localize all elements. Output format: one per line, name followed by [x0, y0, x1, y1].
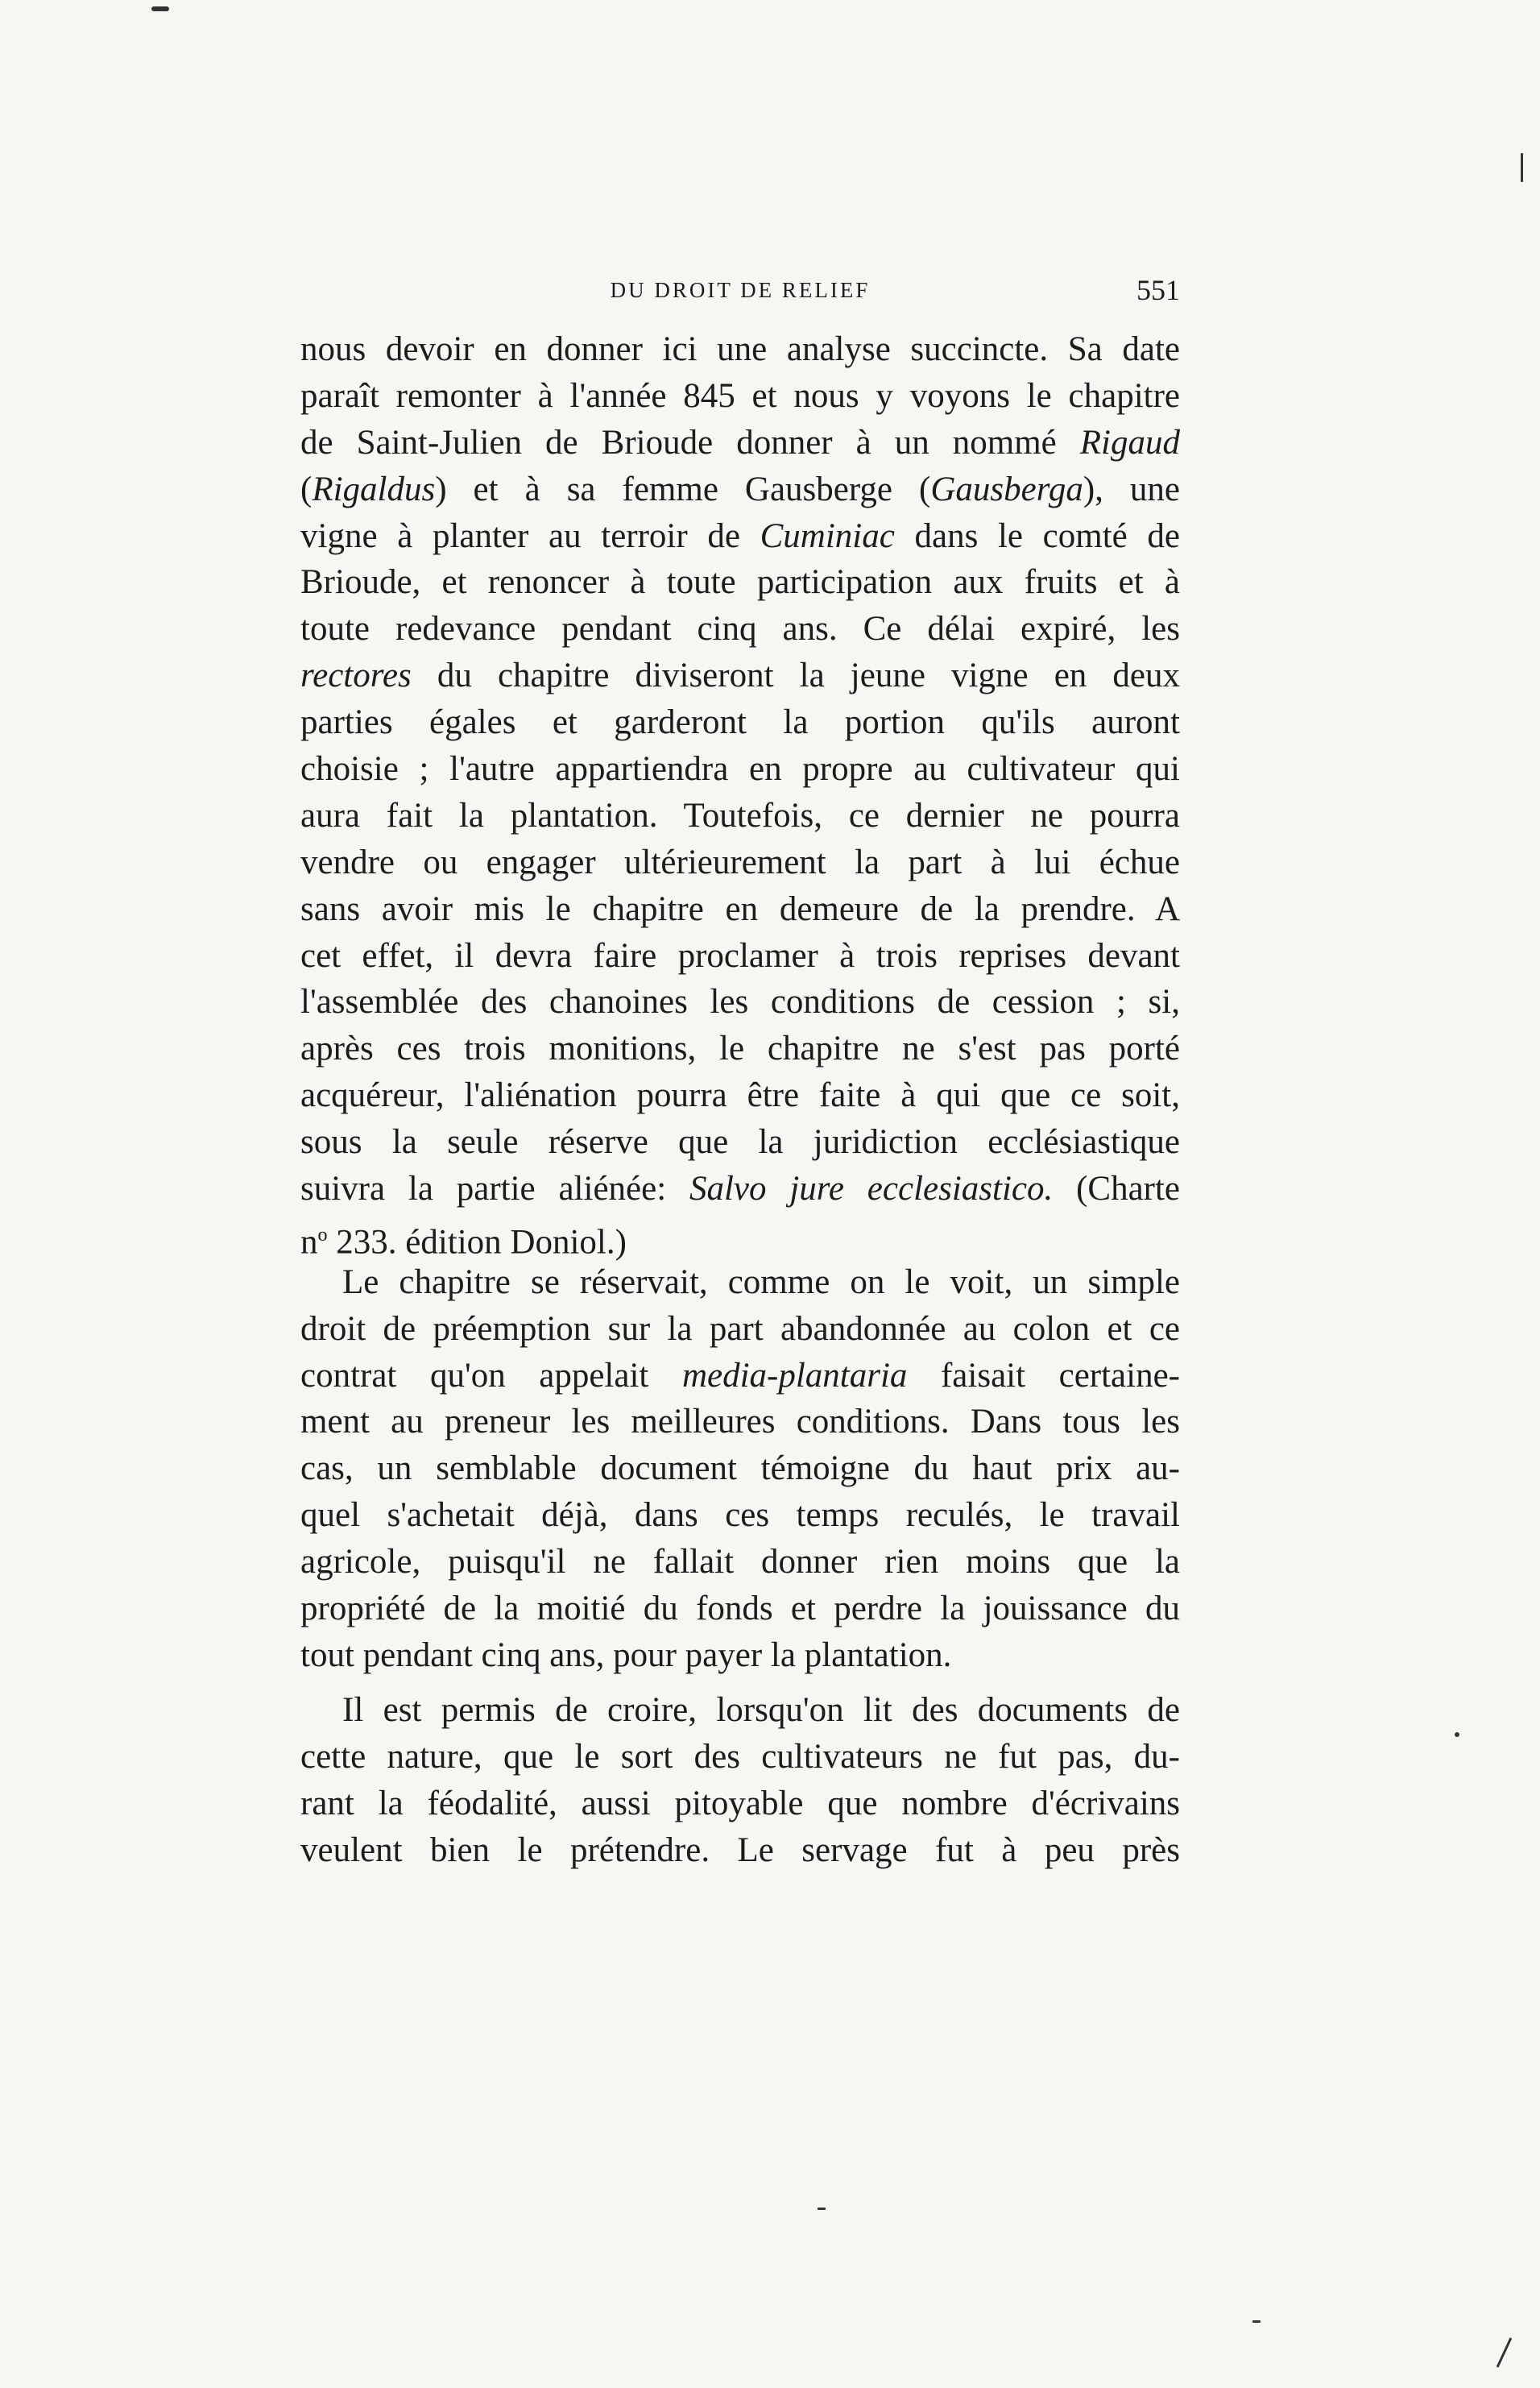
text-fragment: faisait certaine-: [907, 1356, 1180, 1395]
text-line: [300, 653, 1180, 699]
superscript: o: [317, 1224, 328, 1246]
text-line: tout pendant cinq ans, pour payer la plantation.: [300, 1636, 952, 1674]
text-fragment: (Charte: [1053, 1170, 1181, 1209]
text-fragment: de Saint-Julien de Brioude donner à un nommé: [300, 423, 1080, 462]
text-line: l'assemblée des chanoines les conditions de cession ; si,: [300, 983, 1180, 1022]
body-text: [300, 326, 1180, 1873]
scan-speck: [1252, 2320, 1261, 2323]
text-line: [300, 1213, 1180, 1262]
text-fragment: ), une: [1083, 470, 1181, 508]
italic-quote: Salvo jure ecclesiastico.: [689, 1170, 1054, 1209]
text-line: cette nature, que le sort des cultivateurs ne fut pas, du-: [300, 1737, 1180, 1776]
text-line: choisie ; l'autre appartiendra en propre au cultivateur qui: [300, 750, 1180, 789]
text-line: propriété de la moitié du fonds et perdre la jouissance du: [300, 1590, 1180, 1628]
text-fragment: dans le comté de: [894, 516, 1180, 555]
text-line: sans avoir mis le chapitre en demeure de la prendre. A: [300, 889, 1180, 928]
text-fragment: 233. édition Doniol.): [327, 1223, 627, 1262]
text-fragment: (: [300, 470, 313, 508]
scan-speck: [151, 6, 169, 11]
text-line: veulent bien le prétendre. Le servage fut à peu près: [300, 1830, 1180, 1869]
text-line: ment au preneur les meilleures conditions. Dans tous les: [300, 1403, 1180, 1441]
text-fragment: contrat qu'on appelait: [300, 1356, 682, 1395]
italic-term: rectores: [300, 657, 412, 695]
text-line: toute redevance pendant cinq ans. Ce délai expiré, les: [300, 610, 1180, 649]
text-line: aura fait la plantation. Toutefois, ce dernier ne pourra: [300, 796, 1180, 835]
text-line: cet effet, il devra faire proclamer à trois reprises devant: [300, 936, 1180, 975]
text-line: droit de préemption sur la part abandonnée au colon et ce: [300, 1309, 1180, 1348]
text-line: rant la féodalité, aussi pitoyable que nombre d'écrivains: [300, 1784, 1180, 1822]
text-line: parties égales et garderont la portion qu'ils auront: [300, 703, 1180, 742]
text-fragment: ) et à sa femme Gausberge (: [435, 470, 931, 508]
text-line: Brioude, et renoncer à toute participation aux fruits et à: [300, 563, 1180, 602]
italic-place: Cuminiac: [760, 516, 895, 555]
italic-name: Rigaud: [1079, 423, 1180, 462]
text-line: agricole, puisqu'il ne fallait donner rien moins que la: [300, 1543, 1180, 1582]
running-title: DU DROIT DE RELIEF: [610, 278, 871, 302]
text-fragment: n: [300, 1223, 318, 1262]
italic-name: Gausberga: [930, 470, 1083, 508]
scan-speck: [1497, 2337, 1513, 2368]
page-number: 551: [1136, 274, 1180, 306]
paragraph-gap: [300, 1679, 1180, 1687]
text-line: [300, 1353, 1180, 1399]
text-line: nous devoir en donner ici une analyse succincte. Sa date: [300, 330, 1180, 368]
text-line: [300, 466, 1180, 513]
text-line: Le chapitre se réservait, comme on le voit, un simple: [342, 1262, 1180, 1301]
scan-speck: [1455, 1732, 1459, 1737]
text-line: sous la seule réserve que la juridiction ecclésiastique: [300, 1123, 1180, 1162]
text-line: quel s'achetait déjà, dans ces temps reculés, le travail: [300, 1496, 1180, 1535]
text-line: Il est permis de croire, lorsqu'on lit des documents de: [342, 1690, 1180, 1729]
text-fragment: vigne à planter au terroir de: [300, 516, 760, 555]
text-line: [300, 1166, 1180, 1213]
text-fragment: du chapitre diviseront la jeune vigne en deux: [411, 657, 1180, 695]
text-line: [300, 513, 1180, 560]
running-head: [300, 274, 1180, 318]
scan-speck: [818, 2208, 826, 2210]
text-line: acquéreur, l'aliénation pourra être faite à qui que ce soit,: [300, 1076, 1180, 1115]
text-fragment: suivra la partie aliénée:: [300, 1170, 689, 1209]
scan-speck: [1521, 153, 1523, 182]
text-line: vendre ou engager ultérieurement la part à lui échue: [300, 843, 1180, 881]
text-line: [300, 420, 1180, 466]
text-line: paraît remonter à l'année 845 et nous y voyons le chapitre: [300, 376, 1180, 415]
text-line: cas, un semblable document témoigne du haut prix au-: [300, 1449, 1180, 1488]
text-line: après ces trois monitions, le chapitre ne s'est pas porté: [300, 1030, 1180, 1068]
italic-term: media-plantaria: [681, 1356, 908, 1395]
italic-name: Rigaldus: [312, 470, 436, 508]
